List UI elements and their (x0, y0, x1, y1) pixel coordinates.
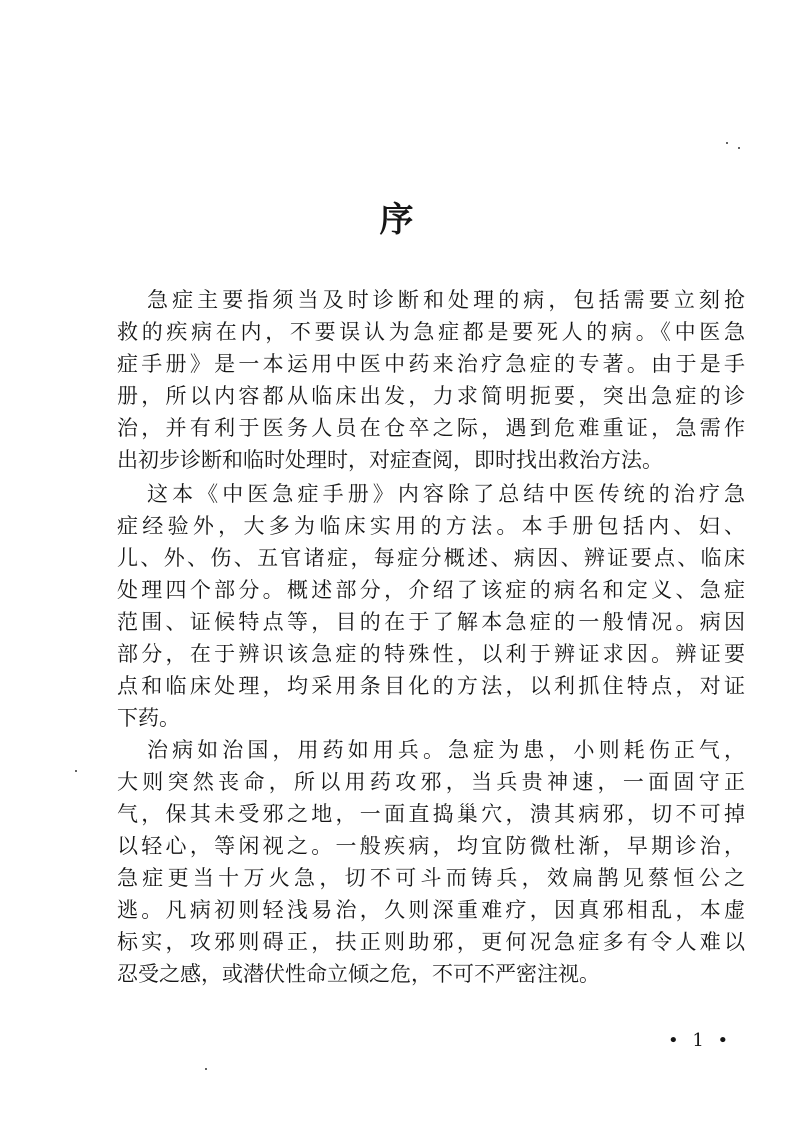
scan-speck (726, 142, 728, 144)
text-line: 治，并有利于医务人员在仓卒之际，遇到危难重证，急需作 (117, 416, 745, 440)
text-line: 以轻心，等闲视之。一般疾病，均宜防微杜渐，早期诊治， (117, 834, 745, 858)
page-number: • 1 • (668, 1030, 733, 1051)
text-line: 册，所以内容都从临床出发，力求简明扼要，突出急症的诊 (117, 384, 745, 408)
scan-speck (738, 147, 740, 149)
text-line: 大则突然丧命，所以用药攻邪，当兵贵神速，一面固守正 (117, 770, 745, 794)
text-line: 症经验外，大多为临床实用的方法。本手册包括内、妇、 (117, 514, 745, 538)
text-line: 急症更当十万火急，切不可斗而铸兵，效扁鹊见蔡恒公之 (117, 866, 745, 890)
paragraph-1 (117, 284, 745, 476)
text-line: 范围、证候特点等，目的在于了解本急症的一般情况。病因 (117, 610, 745, 634)
text-line: 出初步诊断和临时处理时，对症查阅，即时找出救治方法。 (117, 448, 663, 472)
text-line: 点和临床处理，均采用条目化的方法，以利抓住特点，对证 (117, 674, 745, 698)
paragraph-2 (117, 478, 745, 734)
text-line: 儿、外、伤、五官诸症，每症分概述、病因、辨证要点、临床 (117, 546, 745, 570)
page-title: 序 (379, 200, 414, 240)
text-line: 逃。凡病初则轻浅易治，久则深重难疗，因真邪相乱，本虚 (117, 898, 745, 922)
scan-speck (75, 770, 77, 772)
text-line: 急症主要指须当及时诊断和处理的病，包括需要立刻抢 (147, 288, 745, 312)
paragraph-3 (117, 734, 745, 990)
text-line: 部分，在于辨识该急症的特殊性，以利于辨证求因。辨证要 (117, 642, 745, 666)
text-line: 救的疾病在内，不要误认为急症都是要死人的病。《中医急 (117, 320, 745, 344)
text-line: 处理四个部分。概述部分，介绍了该症的病名和定义、急症 (117, 578, 745, 602)
text-line: 气，保其未受邪之地，一面直捣巢穴，溃其病邪，切不可掉 (117, 802, 745, 826)
text-line: 症手册》是一本运用中医中药来治疗急症的专著。由于是手 (117, 352, 745, 376)
text-line: 下药。 (117, 706, 180, 730)
text-line: 标实，攻邪则碍正，扶正则助邪，更何况急症多有令人难以 (117, 930, 745, 954)
text-line: 忍受之感，或潜伏性命立倾之危，不可不严密注视。 (117, 962, 600, 986)
text-line: 治病如治国，用药如用兵。急症为患，小则耗伤正气， (147, 738, 745, 762)
scan-speck (205, 1068, 207, 1070)
text-line: 这本《中医急症手册》内容除了总结中医传统的治疗急 (147, 482, 745, 506)
